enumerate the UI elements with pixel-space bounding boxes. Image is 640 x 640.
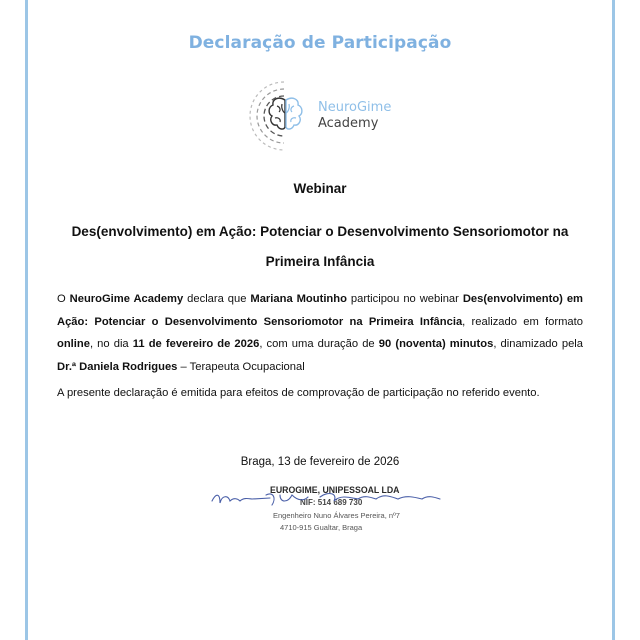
body-text-segment: O (57, 293, 70, 305)
event-title: Des(envolvimento) em Ação: Potenciar o Desenvolvimento Sensoriomotor na Primeira Infância (71, 224, 569, 269)
stamp-company: EUROGIME, UNIPESSOAL LDA (270, 485, 400, 496)
speaker-role: – Terapeuta Ocupacional (177, 360, 305, 373)
stamp-address: Engenheiro Nuno Álvares Pereira, nº7 (273, 511, 400, 520)
body-text-segment: , dinamizado pela (493, 338, 584, 351)
logo-text (318, 100, 391, 132)
body-text-segment: , no dia (89, 338, 133, 351)
participant-name: Mariana Moutinho (250, 293, 347, 305)
stamp-nif: NIF: 514 689 730 (300, 498, 363, 507)
event-name: Des(envolvimento) em Ação: Potenciar o Desenvolvimento Sensoriomotor na Primeira Infância (57, 293, 584, 328)
logo-subname: Academy (318, 116, 379, 131)
stamp-postal: 4710-915 Gualtar, Braga (280, 523, 363, 532)
left-border-line (25, 0, 28, 640)
speaker-name: Dr.ª Daniela Rodrigues (57, 360, 178, 373)
place-and-date: Braga, 13 de fevereiro de 2026 (240, 456, 400, 468)
company-stamp (200, 485, 450, 545)
event-type: Webinar (293, 181, 347, 196)
body-text-segment: , com uma duração de (259, 338, 379, 351)
organization-name: NeuroGime Academy (69, 293, 184, 305)
declaration-body (57, 288, 583, 378)
event-date: 11 de fevereiro de 2026 (132, 338, 260, 351)
body-text-segment: , realizado em formato (462, 315, 583, 328)
closing-statement: A presente declaração é emitida para efeitos de comprovação de participação no referido evento. (57, 387, 540, 399)
body-text-segment: declara que (183, 293, 251, 305)
event-duration: 90 (noventa) minutos (378, 338, 494, 351)
event-format: online (57, 338, 90, 351)
right-border-line (612, 0, 615, 640)
brain-icon (244, 76, 324, 156)
document-title: Declaração de Participação (188, 33, 452, 53)
neurogime-logo (244, 76, 404, 156)
body-text-segment: participou no webinar (346, 293, 463, 305)
logo-name: NeuroGime (318, 100, 392, 115)
signature-icon (208, 485, 448, 515)
